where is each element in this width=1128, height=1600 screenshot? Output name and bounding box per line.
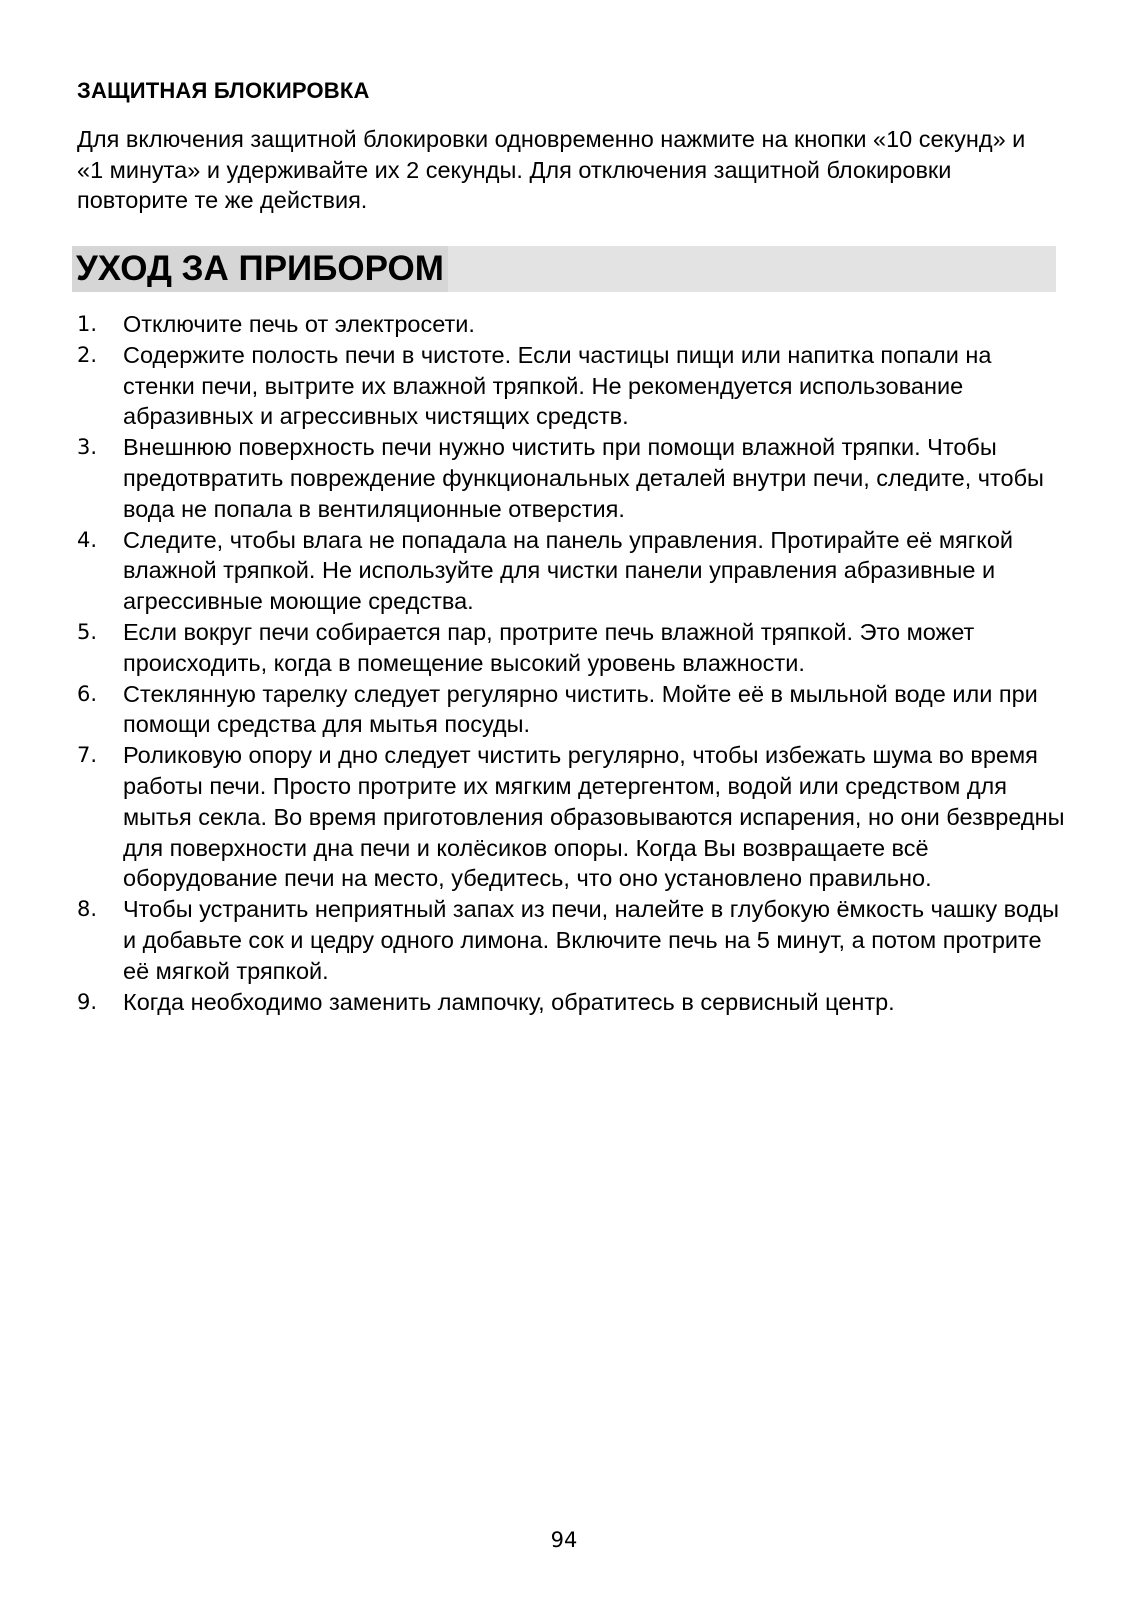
list-item-number: 4. (77, 527, 98, 552)
care-section-title: УХОД ЗА ПРИБОРОМ (72, 246, 448, 292)
list-item-text: Стеклянную тарелку следует регулярно чистить. Мойте её в мыльной воде или при помощи средства для мытья посуды. (123, 680, 1038, 738)
list-item (77, 679, 1067, 741)
list-item (77, 525, 1067, 617)
list-item-number: 8. (77, 897, 98, 922)
list-item-number: 1. (77, 312, 98, 336)
list-item-text: Внешнюю поверхность печи нужно чистить при помощи влажной тряпки. Чтобы предотвратить повреждение функциональных деталей внутри печи, следите, чтобы вода не попала в вентиляционные отверстия. (123, 434, 1044, 522)
list-item (77, 432, 1067, 524)
list-item-text: Содержите полость печи в чистоте. Если частицы пищи или напитка попали на стенки печи, вытрите их влажной тряпкой. Не рекомендуется использование абразивных и агрессивных чистящих средств. (123, 341, 992, 430)
list-item-number: 7. (77, 743, 98, 768)
list-item (77, 617, 1067, 679)
list-item-text: Если вокруг печи собирается пар, протрите печь влажной тряпкой. Это может происходить, когда в помещение высокий уровень влажности. (123, 618, 975, 676)
list-item-text: Когда необходимо заменить лампочку, обратитесь в сервисный центр. (123, 988, 895, 1015)
list-item-text: Отключите печь от электросети. (123, 311, 475, 337)
list-item (77, 740, 1067, 894)
list-item (77, 340, 1067, 432)
list-item-number: 3. (77, 435, 98, 460)
list-item-number: 6. (77, 681, 98, 706)
list-item (77, 987, 1067, 1018)
page-number: 94 (550, 1528, 578, 1552)
list-item-number: 5. (77, 619, 98, 644)
lock-section-paragraph: Для включения защитной блокировки одновременно нажмите на кнопки «10 секунд» и «1 минута» и удерживайте их 2 секунды. Для отключения защитной блокировки повторите те же действия. (77, 126, 1026, 213)
list-item (77, 309, 1067, 340)
list-item-number: 2. (77, 342, 98, 367)
care-instructions-list (77, 309, 1067, 1017)
list-item (77, 894, 1067, 986)
list-item-text: Чтобы устранить неприятный запах из печи, налейте в глубокую ёмкость чашку воды и добавьте сок и цедру одного лимона. Включите печь на 5 минут, а потом протрите её мягкой тряпкой. (123, 896, 1059, 984)
list-item-text: Роликовую опору и дно следует чистить регулярно, чтобы избежать шума во время работы печи. Просто протрите их мягким детергентом, водой или средством для мытья секла. Во время приготовления образовываются испарения, но они безвредны для поверхности дна печи и колёсиков опоры. Когда Вы возвращаете всё оборудование печи на место, убедитесь, что оно установлено правильно. (123, 742, 1065, 892)
list-item-number: 9. (77, 989, 98, 1014)
care-section-banner (72, 246, 1056, 292)
lock-section-heading: ЗАЩИТНАЯ БЛОКИРОВКА (77, 78, 370, 103)
list-item-text: Следите, чтобы влага не попадала на панель управления. Протирайте её мягкой влажной тряпкой. Не используйте для чистки панели управления абразивные и агрессивные моющие средства. (123, 526, 1014, 615)
